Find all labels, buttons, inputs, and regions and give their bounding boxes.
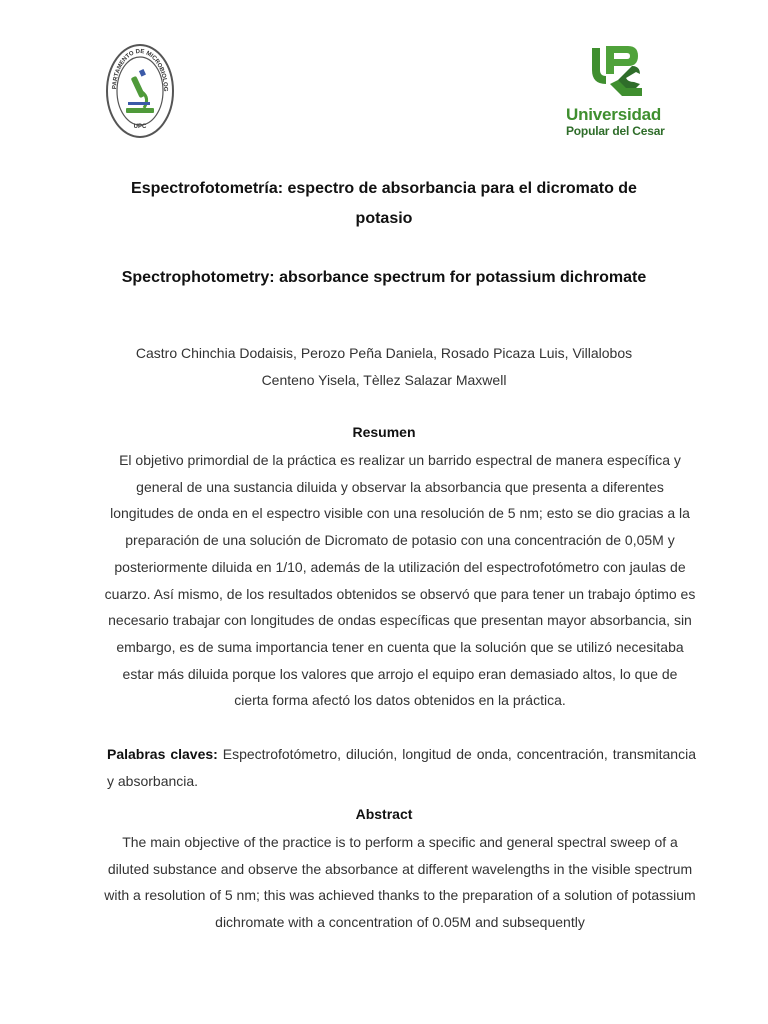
university-name: Universidad xyxy=(566,105,662,124)
title-english: Spectrophotometry: absorbance spectrum for potassium dichromate xyxy=(121,269,647,286)
university-subname: Popular del Cesar xyxy=(566,124,665,138)
resumen-text: El objetivo primordial de la práctica es realizar un barrido espectral de manera específica y general de una sustancia diluida y observar la absorbancia que presenta a diferentes longitudes de onda en el espectro visible con una resolución de 5 nm; esto se dio gracias a la preparación de una solución de Dicromato de potasio con una concentración de 0,05M y posteriormente diluida en 1/10, además de la utilización del espectrofotómetro con jaulas de cuarzo. Así mismo, de los resultados obtenidos se observó que para tener un trabajo óptimo es necesario trabajar con longitudes de ondas específicas que presentan mayor absorbancia, sin embargo, es de suma importancia tener en cuenta que la solución que se utilizó necesitaba estar más diluida porque los valores que arrojo el equipo eran demasiado altos, lo que de cierta forma afectó los datos obtenidos en la práctica. xyxy=(104,452,696,709)
seal-top-text: PARTAMENTO DE MICROBIOLOG xyxy=(112,48,169,92)
upc-logo xyxy=(560,44,672,136)
microscope-seal-icon xyxy=(104,42,176,140)
resumen-heading: Resumen xyxy=(352,424,416,440)
abstract-text: The main objective of the practice is to perform a specific and general spectral sweep of a diluted substance and observe the absorbance at different wavelengths in the visible spectrum with a resolution of 5 nm; this was achieved thanks to the preparation of a solution of potassium dichromate with a concentration of 0.05M and subsequently xyxy=(104,834,696,931)
abstract-heading: Abstract xyxy=(355,806,413,822)
seal-bottom-text: UPC xyxy=(133,124,147,130)
keywords-label: Palabras claves: xyxy=(107,746,218,762)
keywords-text: Espectrofotómetro, dilución, longitud de onda, concentración, transmitancia y absorbancia. xyxy=(107,746,696,789)
upc-logo-icon xyxy=(560,44,672,102)
title-spanish: Espectrofotometría: espectro de absorbancia para el dicromato de potasio xyxy=(131,180,637,227)
keywords-paragraph xyxy=(107,741,696,795)
author-list: Castro Chinchia Dodaisis, Perozo Peña Daniela, Rosado Picaza Luis, Villalobos Centeno Yisela, Tèllez Salazar Maxwell xyxy=(135,345,633,388)
